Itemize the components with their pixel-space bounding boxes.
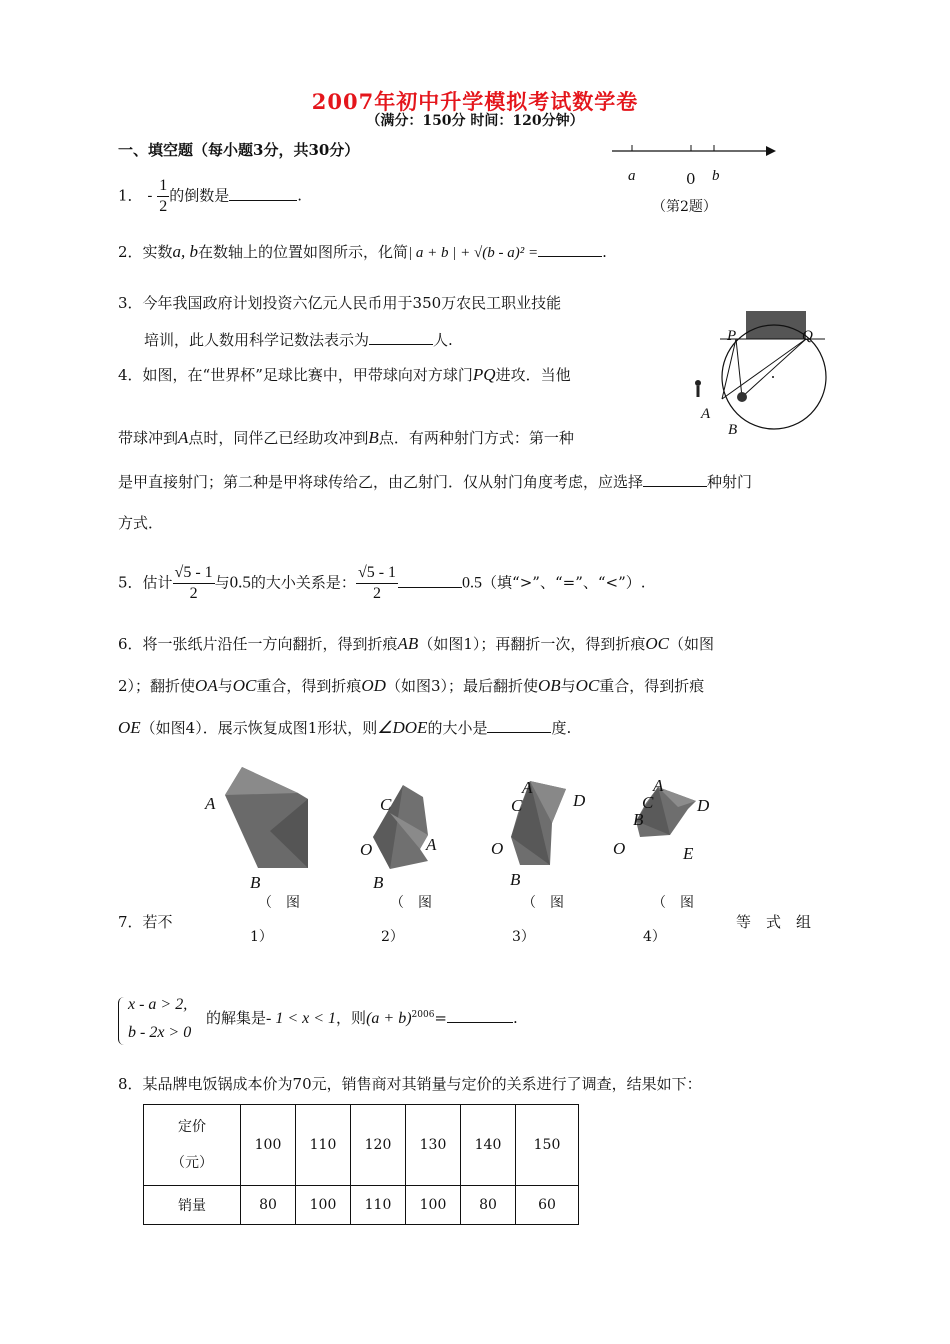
price-cell: 110	[296, 1105, 351, 1186]
fig4-fold-label-A: A	[653, 776, 664, 795]
q3-answer-blank[interactable]	[369, 330, 433, 345]
q5-answer-blank[interactable]	[398, 573, 462, 588]
q1-sign: -	[147, 186, 153, 205]
page-subtitle: （满分：150分 时间：120分钟）	[366, 113, 584, 129]
q5-frac2-numerator: √5 - 1	[356, 563, 398, 584]
q7-equals: =	[434, 1009, 447, 1027]
fig2-caption-2: 2）	[381, 929, 404, 945]
q4-answer-blank[interactable]	[643, 472, 707, 487]
fig4-fold-label-O: O	[613, 839, 626, 858]
question-3-line1: 3．今年我国政府计划投资六亿元人民币用于350万农民工职业技能	[118, 294, 562, 312]
sales-header-cell: 销量	[144, 1186, 241, 1225]
q6-text-5: 与	[217, 677, 233, 695]
q6-text-12: 度.	[551, 719, 572, 737]
q2-vars: a, b	[172, 242, 199, 261]
q5-frac2-denominator: 2	[372, 585, 381, 602]
fig4-label-B: B	[728, 422, 738, 438]
page-title: 2007年初中升学模拟考试数学卷	[311, 89, 639, 114]
fig4-fold-label-B: B	[633, 810, 644, 829]
fig4-caption-2: 4）	[643, 929, 666, 945]
q6-oc-2: OC	[232, 676, 257, 695]
fig3-caption-1: （ 图	[522, 895, 564, 911]
fig2-label-B: B	[373, 873, 384, 892]
q6-text-9: 重合，得到折痕	[599, 677, 705, 695]
q7-text-4: ，则	[336, 1009, 367, 1027]
q6-text-2: （如图1）；再翻折一次，得到折痕	[418, 635, 646, 653]
fig4-label-P: P	[727, 328, 737, 344]
q2-end: .	[602, 243, 607, 261]
table-row	[144, 1105, 579, 1186]
q5-fraction-1	[173, 563, 215, 604]
price-header-cell	[144, 1105, 241, 1186]
question-7-line2	[206, 1005, 518, 1029]
fig2-label-O: O	[360, 840, 373, 859]
q1-text: 的倒数是	[169, 186, 230, 205]
q7-end: .	[513, 1009, 518, 1027]
fig2-label-C: C	[380, 795, 392, 814]
q5-text-1: 5．估计	[118, 573, 173, 592]
q5-text-2: 与	[214, 573, 230, 592]
fig1-label-B: B	[250, 873, 261, 892]
q6-angle-doe: ∠DOE	[377, 718, 428, 737]
q6-oc: OC	[645, 634, 669, 653]
q6-text-11: 的大小是	[427, 719, 488, 737]
price-sales-table	[143, 1104, 579, 1225]
question-4-line2	[118, 428, 574, 448]
question-3-line2	[144, 330, 453, 350]
q6-text-10: （如图4）．展示恢复成图1形状，则	[140, 719, 378, 737]
q4-text-5: 点．有两种射门方式：第一种	[378, 429, 574, 447]
q7-answer-blank[interactable]	[447, 1008, 513, 1023]
price-cell: 120	[351, 1105, 406, 1186]
q6-answer-blank[interactable]	[487, 718, 551, 733]
q6-oc-3: OC	[575, 676, 600, 695]
q5-frac-numerator: √5 - 1	[173, 563, 215, 584]
q7-system-2: b - 2x > 0	[128, 1024, 192, 1041]
q6-text-8: 与	[560, 677, 576, 695]
question-5	[118, 563, 646, 604]
q7-system-1: x - a > 2,	[128, 996, 188, 1013]
q7-text-2: 等 式 组	[736, 913, 812, 931]
q5-fraction-2	[356, 563, 398, 604]
q3-end: 人.	[433, 331, 453, 349]
fig3-label-O: O	[491, 839, 504, 858]
q5-value-1: 0.5	[229, 572, 251, 592]
q4-point-b: B	[368, 428, 379, 447]
question-2	[118, 242, 607, 263]
sales-cell: 100	[296, 1186, 351, 1225]
sales-cell: 80	[461, 1186, 516, 1225]
q6-od: OD	[361, 676, 386, 695]
sales-cell: 80	[241, 1186, 296, 1225]
paper-fold-figure-1	[225, 767, 308, 868]
fig1-label-A: A	[205, 794, 216, 813]
q5-value-2: 0.5	[462, 574, 483, 592]
fig2-label-A: A	[426, 835, 437, 854]
price-header-unit: （元）	[171, 1155, 213, 1171]
q4-text-7: 种射门	[707, 473, 753, 491]
q5-frac-denominator: 2	[189, 585, 198, 602]
q2-answer-blank[interactable]	[538, 242, 602, 257]
q4-pq: PQ	[472, 365, 496, 384]
question-6-line1	[118, 634, 714, 654]
question-8: 8．某品牌电饭锅成本价为70元，销售商对其销量与定价的关系进行了调查，结果如下：	[118, 1075, 702, 1093]
q7-expression: (a + b)	[366, 1010, 412, 1027]
numberline-label-b: b	[712, 168, 720, 184]
sales-cell: 110	[351, 1186, 406, 1225]
q4-text-3: 带球冲到	[118, 429, 179, 447]
paper-fold-figure-3	[511, 781, 566, 865]
sales-cell: 60	[516, 1186, 579, 1225]
fig4-fold-label-D: D	[697, 796, 710, 815]
q4-text-2: 进攻．当他	[495, 366, 571, 384]
q7-text-1: 7．若不	[118, 913, 173, 931]
question-6-line2	[118, 676, 704, 696]
q4-text-1: 4．如图，在“世界杯”足球比赛中，甲带球向对方球门	[118, 366, 473, 384]
fig4-fold-label-E: E	[683, 844, 694, 863]
price-cell: 130	[406, 1105, 461, 1186]
q6-text-7: （如图3）；最后翻折使	[385, 677, 538, 695]
question-4-line3	[118, 472, 752, 492]
q2-text: 在数轴上的位置如图所示，化简	[198, 243, 409, 261]
q6-text-6: 重合，得到折痕	[256, 677, 362, 695]
fig1-caption-2: 1）	[250, 929, 273, 945]
q2-expression: | a + b | + √(b - a)² =	[408, 245, 539, 261]
q1-number: 1．	[118, 186, 143, 205]
q6-ob: OB	[537, 676, 561, 695]
q5-text-4: （填“>”、“=”、“<”）.	[482, 573, 646, 592]
table-row	[144, 1186, 579, 1225]
fig3-caption-2: 3）	[512, 929, 535, 945]
sales-cell: 100	[406, 1186, 461, 1225]
q1-frac-numerator: 1	[157, 176, 169, 197]
q3-text: 培训，此人数用科学记数法表示为	[144, 331, 370, 349]
q7-brace	[118, 997, 127, 1045]
numberline-label-a: a	[628, 168, 636, 184]
fig3-label-C: C	[511, 796, 523, 815]
fig3-label-A: A	[522, 778, 533, 797]
q4-text-4: 点时，同伴乙已经助攻冲到	[188, 429, 369, 447]
q7-exponent: 2006	[411, 1010, 435, 1020]
q6-ab: AB	[397, 634, 419, 653]
fig3-label-B: B	[510, 870, 521, 889]
q6-oa: OA	[195, 676, 218, 695]
q1-answer-blank[interactable]	[229, 186, 297, 201]
numberline-label-0: 0	[686, 170, 696, 188]
q7-range: - 1 < x < 1	[266, 1010, 337, 1027]
price-header-label: 定价	[178, 1119, 206, 1135]
q1-fraction	[157, 176, 169, 217]
price-cell: 150	[516, 1105, 579, 1186]
fig4-label-A: A	[701, 406, 711, 422]
price-cell: 140	[461, 1105, 516, 1186]
q2-number: 2．实数	[118, 243, 173, 261]
question-6-line3	[118, 718, 571, 738]
q1-end: .	[297, 186, 302, 205]
section-heading: 一、填空题（每小题3分，共30分）	[118, 141, 360, 159]
question-4-line4: 方式．	[118, 514, 164, 532]
q5-text-3: 的大小关系是：	[250, 573, 356, 592]
price-cell: 100	[241, 1105, 296, 1186]
q6-oe: OE	[118, 718, 141, 737]
question-4-line1	[118, 365, 571, 385]
fig2-caption-1: （ 图	[390, 895, 432, 911]
fig4-caption-1: （ 图	[652, 895, 694, 911]
q4-text-6: 是甲直接射门；第二种是甲将球传给乙，由乙射门．仅从射门角度考虑，应选择	[118, 473, 644, 491]
q7-text-3: 的解集是	[206, 1009, 267, 1027]
question-1	[118, 176, 302, 217]
q6-text-4: 2）；翻折使	[118, 677, 196, 695]
q1-frac-denominator: 2	[159, 198, 168, 215]
fig3-label-D: D	[573, 791, 586, 810]
numberline-caption: （第2题）	[652, 199, 717, 215]
fig4-fold-label-C: C	[642, 793, 654, 812]
q6-text-3: （如图	[669, 635, 715, 653]
q4-point-a: A	[178, 428, 189, 447]
fig1-caption-1: （ 图	[258, 895, 300, 911]
q6-text-1: 6．将一张纸片沿任一方向翻折，得到折痕	[118, 635, 398, 653]
fig4-label-Q: Q	[802, 328, 813, 344]
